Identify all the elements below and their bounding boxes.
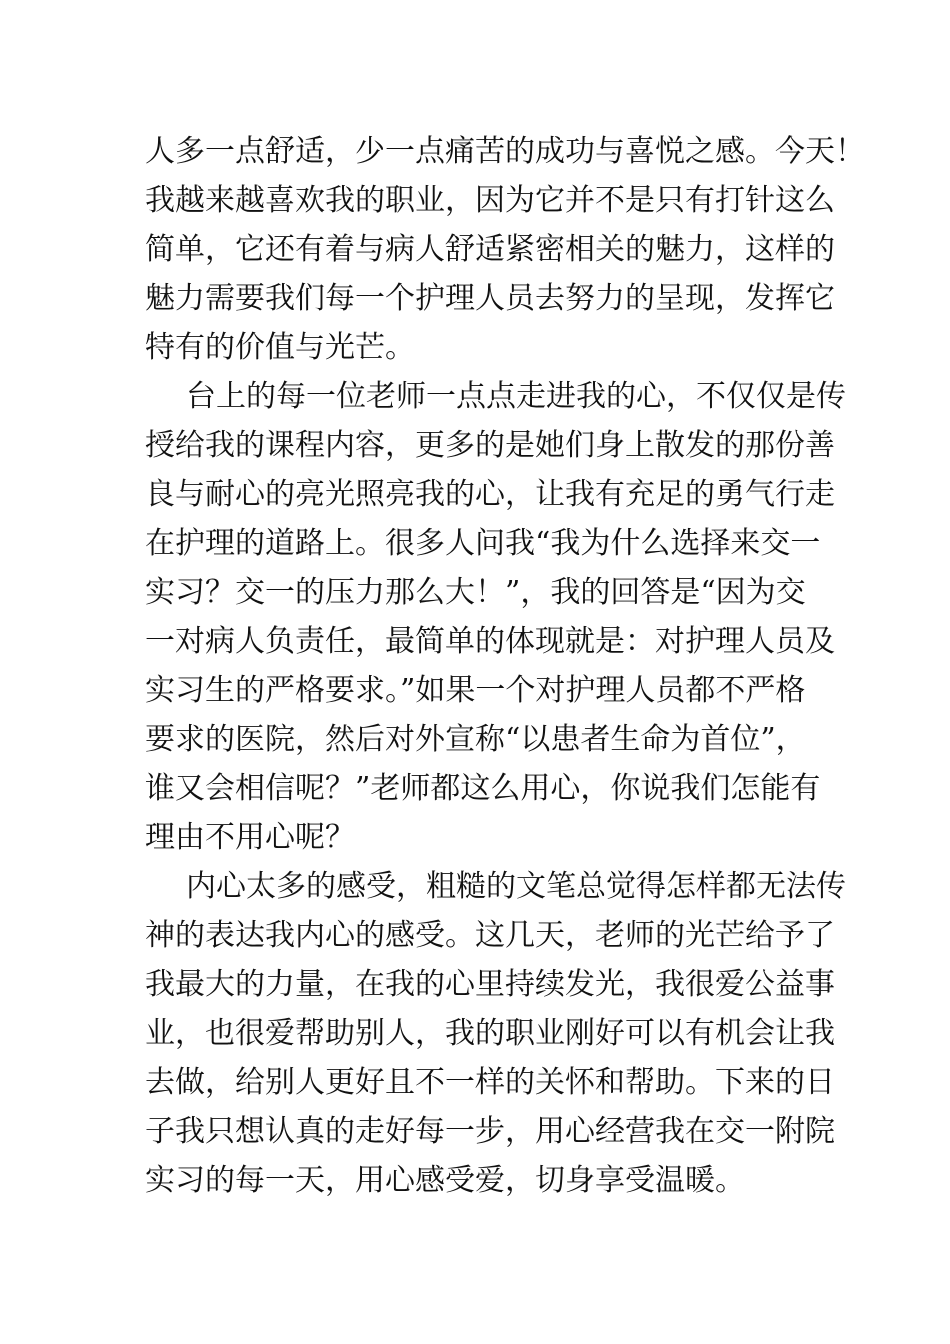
text-line: 授给我的课程内容，更多的是她们身上散发的那份善 xyxy=(145,428,835,463)
text-line: 实习？交一的压力那么大！”，我的回答是“因为交 xyxy=(145,575,806,610)
text-line: 良与耐心的亮光照亮我的心，让我有充足的勇气行走 xyxy=(145,477,835,512)
text-line: 业，也很爱帮助别人，我的职业刚好可以有机会让我 xyxy=(145,1016,835,1051)
paragraph-first-line: 台上的每一位老师一点点走进我的心，不仅仅是传 xyxy=(186,379,846,414)
text-line: 我越来越喜欢我的职业，因为它并不是只有打针这么 xyxy=(145,183,835,218)
text-line: 魅力需要我们每一个护理人员去努力的呈现，发挥它 xyxy=(145,281,835,316)
text-line: 在护理的道路上。很多人问我“我为什么选择来交一 xyxy=(145,526,821,561)
text-line: 我最大的力量，在我的心里持续发光，我很爱公益事 xyxy=(145,967,835,1002)
body-text xyxy=(145,127,865,1205)
text-line: 理由不用心呢？ xyxy=(145,820,355,855)
text-line: 一对病人负责任，最简单的体现就是：对护理人员及 xyxy=(145,624,835,659)
text-line: 谁又会相信呢？”老师都这么用心，你说我们怎能有 xyxy=(145,771,821,806)
text-line: 特有的价值与光芒。 xyxy=(145,330,415,365)
text-line: 简单，它还有着与病人舒适紧密相关的魅力，这样的 xyxy=(145,232,835,267)
text-line: 实习生的严格要求。”如果一个对护理人员都不严格 xyxy=(145,673,806,708)
text-line: 要求的医院，然后对外宣称“以患者生命为首位”， xyxy=(145,722,806,757)
paragraph-first-line: 内心太多的感受，粗糙的文笔总觉得怎样都无法传 xyxy=(186,869,846,904)
text-line: 子我只想认真的走好每一步，用心经营我在交一附院 xyxy=(145,1114,835,1149)
text-line: 神的表达我内心的感受。这几天，老师的光芒给予了 xyxy=(145,918,835,953)
text-line: 实习的每一天，用心感受爱，切身享受温暖。 xyxy=(145,1163,745,1198)
text-line: 去做，给别人更好且不一样的关怀和帮助。下来的日 xyxy=(145,1065,835,1100)
text-line: 人多一点舒适，少一点痛苦的成功与喜悦之感。今天！ xyxy=(145,134,865,169)
